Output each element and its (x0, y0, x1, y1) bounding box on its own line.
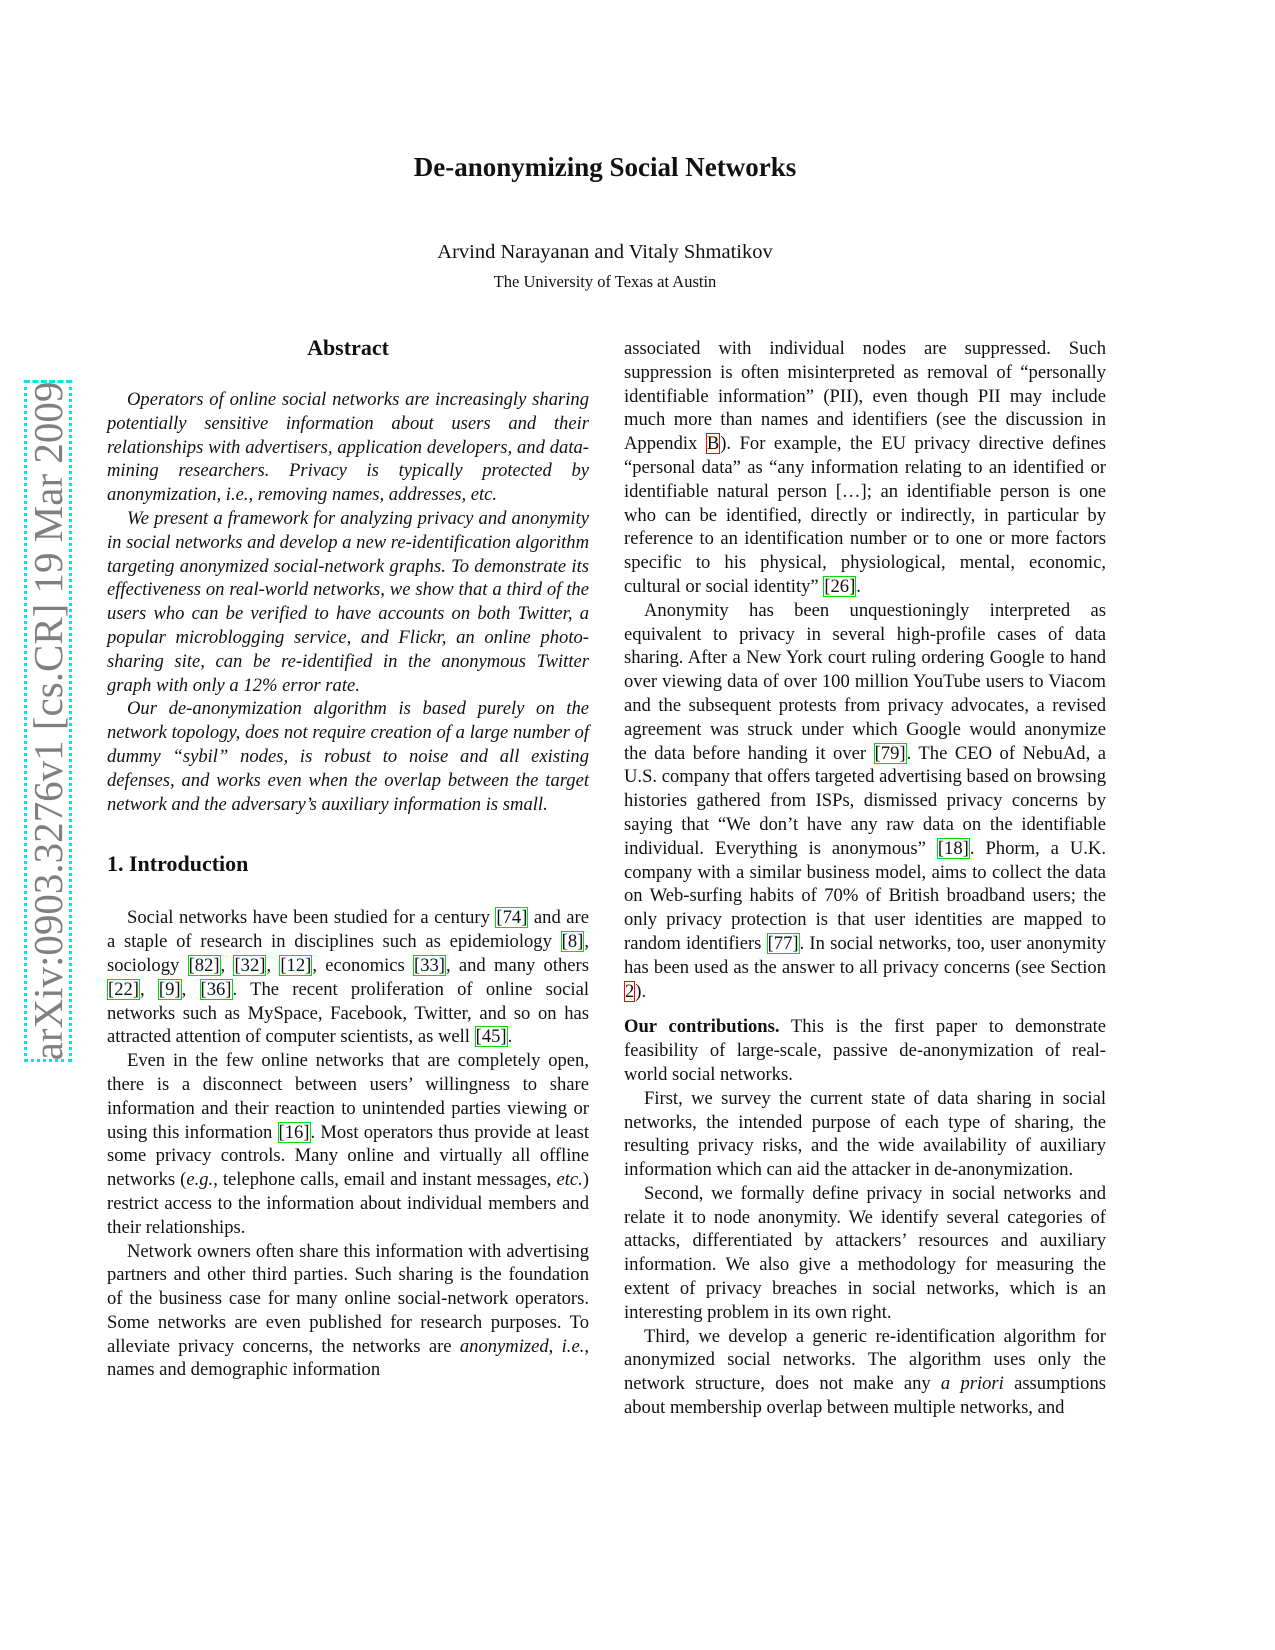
paragraph (624, 337, 1106, 599)
text-run: i.e. (561, 1335, 585, 1357)
right-column (624, 337, 1106, 1420)
text-run: We present a framework for analyzing privacy and anonymity in social networks and develop a new re-identification algorithm targeting anonymized social-network graphs. To demonstrate its effectiveness on real-world networks, we show that a third of the users who can be verified to have accounts on both Twitter, a popular microblogging service, and Flickr, an online photo-sharing site, can be re-identified in the anonymous Twitter graph with only a 12% error rate. (107, 507, 589, 696)
left-column (107, 334, 589, 1382)
text-run: ). For example, the EU privacy directive defines “personal data” as “any information relating to an identified or identifiable natural person […]; an identifiable person is one who can be identified, directly or indirectly, in particular by reference to an identification number or to one or more factors specific to his physical, physiological, mental, economic, cultural or social identity” (624, 433, 1106, 597)
arxiv-stamp[interactable] (24, 380, 72, 1062)
text-run: Our de-anonymization algorithm is based purely on the network topology, does not require creation of a large number of dummy “sybil” nodes, is robust to noise and all existing defenses, and works even when the overlap between the target network and the adversary’s auxiliary information is small. (107, 698, 589, 815)
paragraph (107, 1049, 589, 1239)
text-run: e.g. (186, 1169, 214, 1191)
text-run: and are a staple of research in disciplines such as epidemiology (107, 907, 589, 953)
text-run: a priori (940, 1373, 1004, 1395)
text-run: anonymized (459, 1335, 549, 1357)
affiliation: The University of Texas at Austin (493, 272, 717, 291)
abstract (107, 388, 589, 816)
paragraph (107, 388, 589, 507)
text-run: . Phorm, a U.K. company with a similar business model, aims to collect the data on Web-surfing habits of 70% of British broadband users; the only privacy protection is that user identities are mapped to random identifiers (624, 837, 1106, 954)
text-run: . The recent proliferation of online social networks such as MySpace, Facebook, Twitter, and so on has attracted attention of computer scientists, as well (107, 978, 590, 1048)
paragraph (624, 599, 1106, 1004)
text-run: This is the first paper to demonstrate feasibility of large-scale, passive de-anonymization of real-world social networks. (624, 1016, 1106, 1085)
citation-link[interactable]: [16] (278, 1121, 310, 1143)
text-run: , (181, 978, 200, 1000)
text-run: , telephone calls, email and instant messages, (213, 1169, 557, 1191)
paragraph (624, 1015, 1106, 1086)
paper-title: De-anonymizing Social Networks (413, 152, 797, 182)
text-run: First, we survey the current state of data sharing in social networks, the intended purpose of each type of sharing, the resulting privacy risks, and the wide availability of auxiliary information which can aid the attacker in de-anonymization. (624, 1087, 1106, 1181)
text-run: Second, we formally define privacy in social networks and relate it to node anonymity. We identify several categories of attacks, differentiated by attackers’ resources and auxiliary information. We also give a methodology for measuring the extent of privacy breaches in social networks, which is an interesting problem in its own right. (624, 1182, 1106, 1323)
citation-link[interactable]: [79] (874, 742, 906, 764)
paragraph (107, 507, 589, 697)
section-heading-introduction: 1. Introduction (107, 851, 249, 877)
citation-link[interactable]: [82] (188, 954, 220, 976)
text-run: Network owners often share this information with advertising partners and other third parties. Such sharing is the foundation of the business case for many online social-network operators. Some networks are even published for research purposes. To alleviate privacy concerns, the networks are (107, 1240, 589, 1357)
text-run: , (220, 954, 234, 976)
paragraph (107, 1240, 589, 1383)
text-run: . In social networks, too, user anonymity has been used as the answer to all privacy concerns (see Section (624, 932, 1106, 978)
citation-link[interactable]: [33] (414, 954, 445, 976)
text-run: , economics (312, 954, 413, 976)
cross-reference-link[interactable]: 2 (625, 980, 635, 1002)
paragraph (624, 1087, 1106, 1182)
citation-link[interactable]: [22] (108, 978, 139, 1000)
text-run: etc. (556, 1169, 583, 1191)
citation-link[interactable]: [12] (280, 954, 312, 976)
text-run: . (507, 1026, 513, 1048)
paragraph (107, 697, 589, 816)
text-run: , and many others (445, 954, 589, 976)
text-run: . The CEO of NebuAd, a U.S. company that offers targeted advertising based on browsing histories gathered from ISPs, dismissed privacy concerns by saying that “We don’t have any raw data on the identifiable individual. Everything is anonymous” (624, 742, 1106, 859)
citation-link[interactable]: [18] (937, 837, 969, 859)
paragraph (107, 906, 589, 1049)
paragraph (624, 1182, 1106, 1325)
text-run: . (856, 575, 861, 597)
text-run: Even in the few online networks that are completely open, there is a disconnect between users’ willingness to share information and their reaction to unintended parties viewing or using this information (107, 1050, 589, 1143)
text-run: assumptions about membership overlap between multiple networks, and (624, 1373, 1107, 1419)
text-run: Social networks have been studied for a century (127, 907, 496, 929)
introduction-body (107, 906, 589, 1382)
text-run: Anonymity has been unquestioningly interpreted as equivalent to privacy in several high-profile cases of data sharing. After a New York court ruling ordering Google to hand over viewing data of over 100 million YouTube users to Viacom and the subsequent protests from privacy advocates, a revised agreement was struck under which Google would anonymize the data before handing it over (624, 599, 1106, 764)
citation-link[interactable]: [26] (824, 575, 856, 597)
text-run: , (139, 978, 158, 1000)
text-run: . Most operators thus provide at least some privacy controls. Many online and virtually all offline networks ( (107, 1121, 589, 1191)
text-run: associated with individual nodes are suppressed. Such suppression is often misinterpreted as removal of “personally identifiable information” (PII), even though PII may include much more than names and identifiers (see the discussion in Appendix (624, 338, 1106, 455)
cross-reference-link[interactable]: B (706, 433, 720, 455)
text-run: , (266, 954, 280, 976)
citation-link[interactable]: [9] (158, 978, 181, 1000)
text-run: Third, we develop a generic re-identification algorithm for anonymized social networks. The algorithm uses only the network structure, does not make any (624, 1325, 1106, 1395)
text-run: ). (635, 980, 647, 1002)
paragraph-heading: Our contributions. (624, 1016, 780, 1038)
citation-link[interactable]: [8] (561, 931, 584, 953)
abstract-heading: Abstract (307, 335, 389, 360)
paragraph (624, 1325, 1106, 1420)
citation-link[interactable]: [32] (234, 954, 266, 976)
citation-link[interactable]: [36] (200, 978, 232, 1000)
text-run: , (548, 1335, 562, 1357)
arxiv-identifier: arXiv:0903.3276v1 [cs.CR] 19 Mar 2009 (25, 381, 71, 1061)
citation-link[interactable]: [77] (767, 932, 799, 954)
citation-link[interactable]: [45] (475, 1026, 507, 1048)
text-run: Operators of online social networks are increasingly sharing potentially sensitive information about users and their relationships with advertisers, application developers, and data-mining researchers. Privacy is typically protected by anonymization, i.e., removing names, addresses, etc. (107, 389, 589, 506)
text-run: , names and demographic information (107, 1335, 589, 1381)
citation-link[interactable]: [74] (496, 907, 528, 929)
text-run: ) restrict access to the information about individual members and their relationships. (107, 1169, 589, 1238)
authors: Arvind Narayanan and Vitaly Shmatikov (437, 241, 773, 263)
text-run: , sociology (107, 931, 589, 976)
